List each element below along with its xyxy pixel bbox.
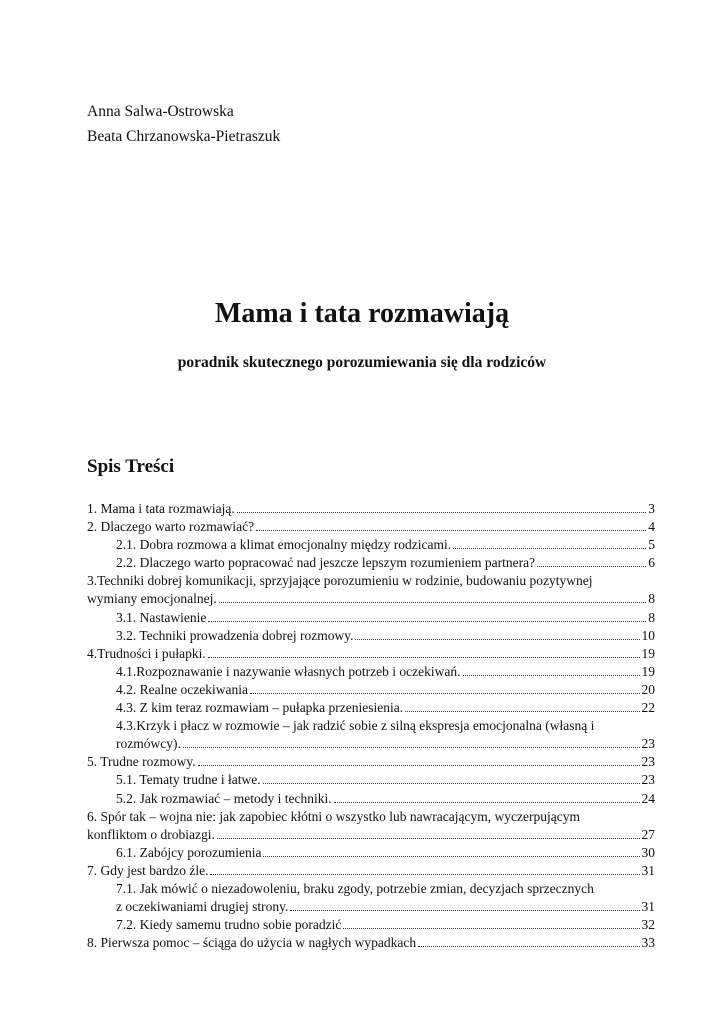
toc-leader xyxy=(290,910,639,911)
toc-entry-text: 1. Mama i tata rozmawiają. xyxy=(87,501,235,516)
toc-entry[interactable] xyxy=(87,572,655,608)
toc-leader xyxy=(334,802,640,803)
toc-entry-text-line1: 4.3.Krzyk i płacz w rozmowie – jak radzić sobie z silną ekspresja emocjonalna (własną i xyxy=(116,718,595,734)
toc-page-number: 3 xyxy=(648,501,655,516)
toc-page-number: 31 xyxy=(641,899,655,915)
toc-page-number: 24 xyxy=(641,790,655,806)
toc-entry-text: 3.2. Techniki prowadzenia dobrej rozmowy. xyxy=(116,627,354,643)
toc-entry-text: 5. Trudne rozmowy. xyxy=(87,754,196,770)
toc-entry[interactable] xyxy=(87,500,655,518)
toc-leader xyxy=(418,946,639,947)
toc-page-number: 31 xyxy=(641,862,655,878)
toc-entry-text: 3.1. Nastawienie xyxy=(116,609,207,625)
toc-leader xyxy=(217,838,640,839)
toc-page-number: 19 xyxy=(641,645,655,661)
toc-page-number: 23 xyxy=(641,772,655,788)
toc-leader xyxy=(198,765,640,766)
toc-leader xyxy=(405,711,639,712)
toc-entry-text: 4.1.Rozpoznawanie i nazywanie własnych potrzeb i oczekiwań. xyxy=(116,663,461,679)
toc-entry[interactable] xyxy=(87,790,655,808)
toc-entry[interactable] xyxy=(87,916,655,934)
toc-leader xyxy=(263,856,639,857)
toc-page-number: 4 xyxy=(648,519,655,535)
toc-entry-text: rozmówcy). xyxy=(116,736,181,752)
toc-entry[interactable] xyxy=(87,934,655,952)
toc-leader xyxy=(208,657,640,658)
toc-page-number: 8 xyxy=(648,591,655,607)
toc-entry[interactable] xyxy=(87,609,655,627)
toc-entry[interactable] xyxy=(87,699,655,717)
toc-leader xyxy=(237,512,647,513)
toc-entry[interactable] xyxy=(87,753,655,771)
toc-entry[interactable] xyxy=(87,771,655,789)
toc-leader xyxy=(343,928,639,929)
toc-entry-text: 7. Gdy jest bardzo źle. xyxy=(87,862,209,878)
toc-entry-text: 8. Pierwsza pomoc – ściąga do użycia w nagłych wypadkach xyxy=(87,935,417,951)
toc-page-number: 10 xyxy=(641,627,655,643)
toc-leader xyxy=(208,621,646,622)
toc-page-number: 6 xyxy=(648,555,655,571)
toc-entry-text: 5.2. Jak rozmawiać – metody i techniki. xyxy=(116,790,332,806)
toc-entry-text: 6.1. Zabójcy porozumienia xyxy=(116,844,262,860)
toc-heading: Spis Treści xyxy=(87,456,175,477)
toc-entry-text: 7.2. Kiedy samemu trudno sobie poradzić xyxy=(116,917,342,933)
toc-page-number: 30 xyxy=(641,844,655,860)
toc-entry-text: 2.2. Dlaczego warto popracować nad jeszcze lepszym rozumieniem partnera? xyxy=(116,555,536,571)
toc-leader xyxy=(263,783,640,784)
toc-page-number: 32 xyxy=(641,917,655,933)
toc-entry-text-line1: 6. Spór tak – wojna nie: jak zapobiec kłótni o wszystko lub nawracającym, wyczerpującym xyxy=(87,808,580,824)
table-of-contents xyxy=(87,500,655,952)
toc-leader xyxy=(210,874,639,875)
toc-entry-text: 2. Dlaczego warto rozmawiać? xyxy=(87,519,255,535)
toc-page-number: 8 xyxy=(648,609,655,625)
toc-entry[interactable] xyxy=(87,717,655,753)
toc-entry[interactable] xyxy=(87,808,655,844)
toc-leader xyxy=(537,566,646,567)
toc-leader xyxy=(256,530,646,531)
toc-leader xyxy=(183,747,640,748)
toc-leader xyxy=(355,639,639,640)
toc-page-number: 5 xyxy=(648,537,655,553)
toc-entry[interactable] xyxy=(87,681,655,699)
document-title: Mama i tata rozmawiają xyxy=(214,298,510,329)
author-name: Anna Salwa-Ostrowska xyxy=(87,103,234,120)
toc-entry-text: konfliktom o drobiazgi. xyxy=(87,826,215,842)
toc-entry[interactable] xyxy=(87,880,655,916)
toc-entry[interactable] xyxy=(87,518,655,536)
toc-entry[interactable] xyxy=(87,862,655,880)
toc-entry[interactable] xyxy=(87,844,655,862)
toc-entry[interactable] xyxy=(87,536,655,554)
authors-block xyxy=(87,99,280,149)
document-subtitle: poradnik skutecznego porozumiewania się dla rodziców xyxy=(177,354,547,371)
toc-leader xyxy=(453,548,646,549)
toc-entry-text: 4.Trudności i pułapki. xyxy=(87,645,206,661)
toc-leader xyxy=(250,693,640,694)
toc-entry-text: 4.2. Realne oczekiwania xyxy=(116,681,248,697)
toc-entry[interactable] xyxy=(87,663,655,681)
author-name: Beata Chrzanowska-Pietraszuk xyxy=(87,128,281,145)
toc-page-number: 23 xyxy=(641,736,655,752)
toc-entry-text: z oczekiwaniami drugiej strony. xyxy=(116,899,289,915)
toc-entry-text: 5.1. Tematy trudne i łatwe. xyxy=(116,772,261,788)
toc-entry-text-line1: 7.1. Jak mówić o niezadowoleniu, braku zgody, potrzebie zmian, decyzjach sprzecznych xyxy=(116,880,594,896)
toc-page-number: 22 xyxy=(641,700,655,716)
toc-entry-text: 4.3. Z kim teraz rozmawiam – pułapka przeniesienia. xyxy=(116,700,404,716)
toc-entry[interactable] xyxy=(87,554,655,572)
toc-entry-text-line1: 3.Techniki dobrej komunikacji, sprzyjające porozumieniu w rodzinie, budowaniu pozytywnej xyxy=(87,573,593,589)
toc-page-number: 20 xyxy=(641,681,655,697)
toc-leader xyxy=(463,675,640,676)
toc-entry-text: wymiany emocjonalnej. xyxy=(87,591,217,607)
toc-page-number: 23 xyxy=(641,754,655,770)
toc-entry[interactable] xyxy=(87,645,655,663)
toc-entry[interactable] xyxy=(87,627,655,645)
toc-leader xyxy=(219,602,647,603)
toc-page-number: 33 xyxy=(641,935,655,951)
toc-page-number: 19 xyxy=(641,663,655,679)
toc-page-number: 27 xyxy=(641,826,655,842)
toc-entry-text: 2.1. Dobra rozmowa a klimat emocjonalny między rodzicami. xyxy=(116,537,452,553)
